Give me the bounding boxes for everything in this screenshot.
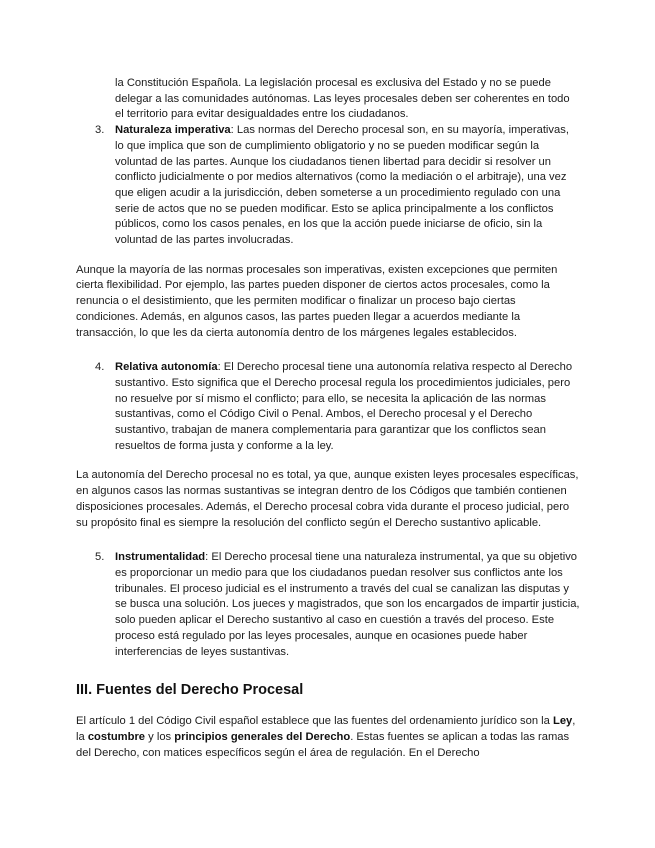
list-item-instrumentalidad xyxy=(76,550,580,660)
list-item-body: : El Derecho procesal tiene una autonomía relativa respecto al Derecho sustantivo. Esto significa que el Derecho procesal regula los procedimientos judiciales, pero no resuelve por sí mismo el conflicto; para ello, se necesita la aplicación de las normas sustantivas, como el Código Civil o Penal. Ambos, el Derecho procesal y el Derecho sustantivo, trabajan de manera complementaria para garantizar que los conflictos sean resueltos de forma justa y conforme a la ley. xyxy=(115,361,573,452)
list-item-text xyxy=(115,360,580,454)
bold-term-ley: Ley xyxy=(553,715,573,728)
list-item-continuation: la Constitución Española. La legislación procesal es exclusiva del Estado y no se puede delegar a las comunidades autónomas. Las leyes procesales deben ser coherentes en todo el territorio para evitar desigualdades entre los ciudadanos. xyxy=(115,77,570,121)
list-number: 3. xyxy=(95,124,105,137)
list-item-text xyxy=(115,123,580,249)
text-run: , la xyxy=(76,715,576,743)
text-run: El artículo 1 del Código Civil español establece que las fuentes del ordenamiento jurídico son la xyxy=(76,715,553,728)
list-item-relativa-autonomia xyxy=(76,360,580,454)
paragraph-excepciones: Aunque la mayoría de las normas procesales son imperativas, existen excepciones que permiten cierta flexibilidad. Por ejemplo, las partes pueden disponer de ciertos actos procesales, como la renuncia o el desistimiento, que les permiten modificar o finalizar un proceso bajo ciertas condiciones. Además, en algunos casos, las partes pueden llegar a acuerdos mediante la transacción, lo que les da cierta autonomía dentro de los márgenes legales establecidos. xyxy=(76,263,558,339)
list-item-naturaleza-imperativa xyxy=(76,123,580,249)
list-item-title: Instrumentalidad xyxy=(115,551,206,564)
section-heading: III. Fuentes del Derecho Procesal xyxy=(76,682,304,699)
paragraph-autonomia: La autonomía del Derecho procesal no es total, ya que, aunque existen leyes procesales específicas, en algunos casos las normas sustantivas se integran dentro de los Códigos que también contienen disposiciones procesales. Además, el Derecho procesal cobra vida durante el proceso judicial, pero su propósito final es siempre la resolución del conflicto según el Derecho sustantivo aplicable. xyxy=(76,469,579,529)
list-number: 4. xyxy=(95,361,105,374)
text-run: . Estas fuentes se aplican a todas las ramas del Derecho, con matices específicos según el área de regulación. En el Derecho xyxy=(76,730,570,759)
paragraph-fuentes xyxy=(76,714,580,761)
list-item-text xyxy=(115,550,580,660)
list-number: 5. xyxy=(95,551,105,564)
list-item-body: : Las normas del Derecho procesal son, en su mayoría, imperativas, lo que implica que son de cumplimiento obligatorio y no se pueden modificar según la voluntad de las partes. Aunque los ciudadanos tienen libertad para decidir si resolver un conflicto judicialmente o por medios alternativos (como la mediación o el arbitraje), una vez que eligen acudir a la jurisdicción, deben someterse a un procedimiento regulado con una serie de actos que no se pueden modificar. Esto se aplica principalmente a los conflictos públicos, como los casos penales, en los que la acción puede iniciarse de oficio, sin la voluntad de las partes involucradas. xyxy=(115,124,569,247)
list-item-title: Naturaleza imperativa xyxy=(115,124,231,137)
bold-term-costumbre: costumbre xyxy=(87,730,146,743)
list-item-title: Relativa autonomía xyxy=(115,361,218,374)
list-item-body: : El Derecho procesal tiene una naturaleza instrumental, ya que su objetivo es proporcionar un medio para que los ciudadanos puedan resolver sus conflictos ante los tribunales. El proceso judicial es el instrumento a través del cual se canalizan las disputas y se busca una solución. Los jueces y magistrados, que son los encargados de impartir justicia, solo pueden aplicar el Derecho sustantivo al caso en cuestión a través del proceso. Este proceso está regulado por las leyes procesales, aunque en ocasiones puede haber interferencias de leyes sustantivas. xyxy=(115,551,580,658)
text-run: y los xyxy=(145,730,175,743)
bold-term-principios: principios generales del Derecho xyxy=(174,730,351,743)
